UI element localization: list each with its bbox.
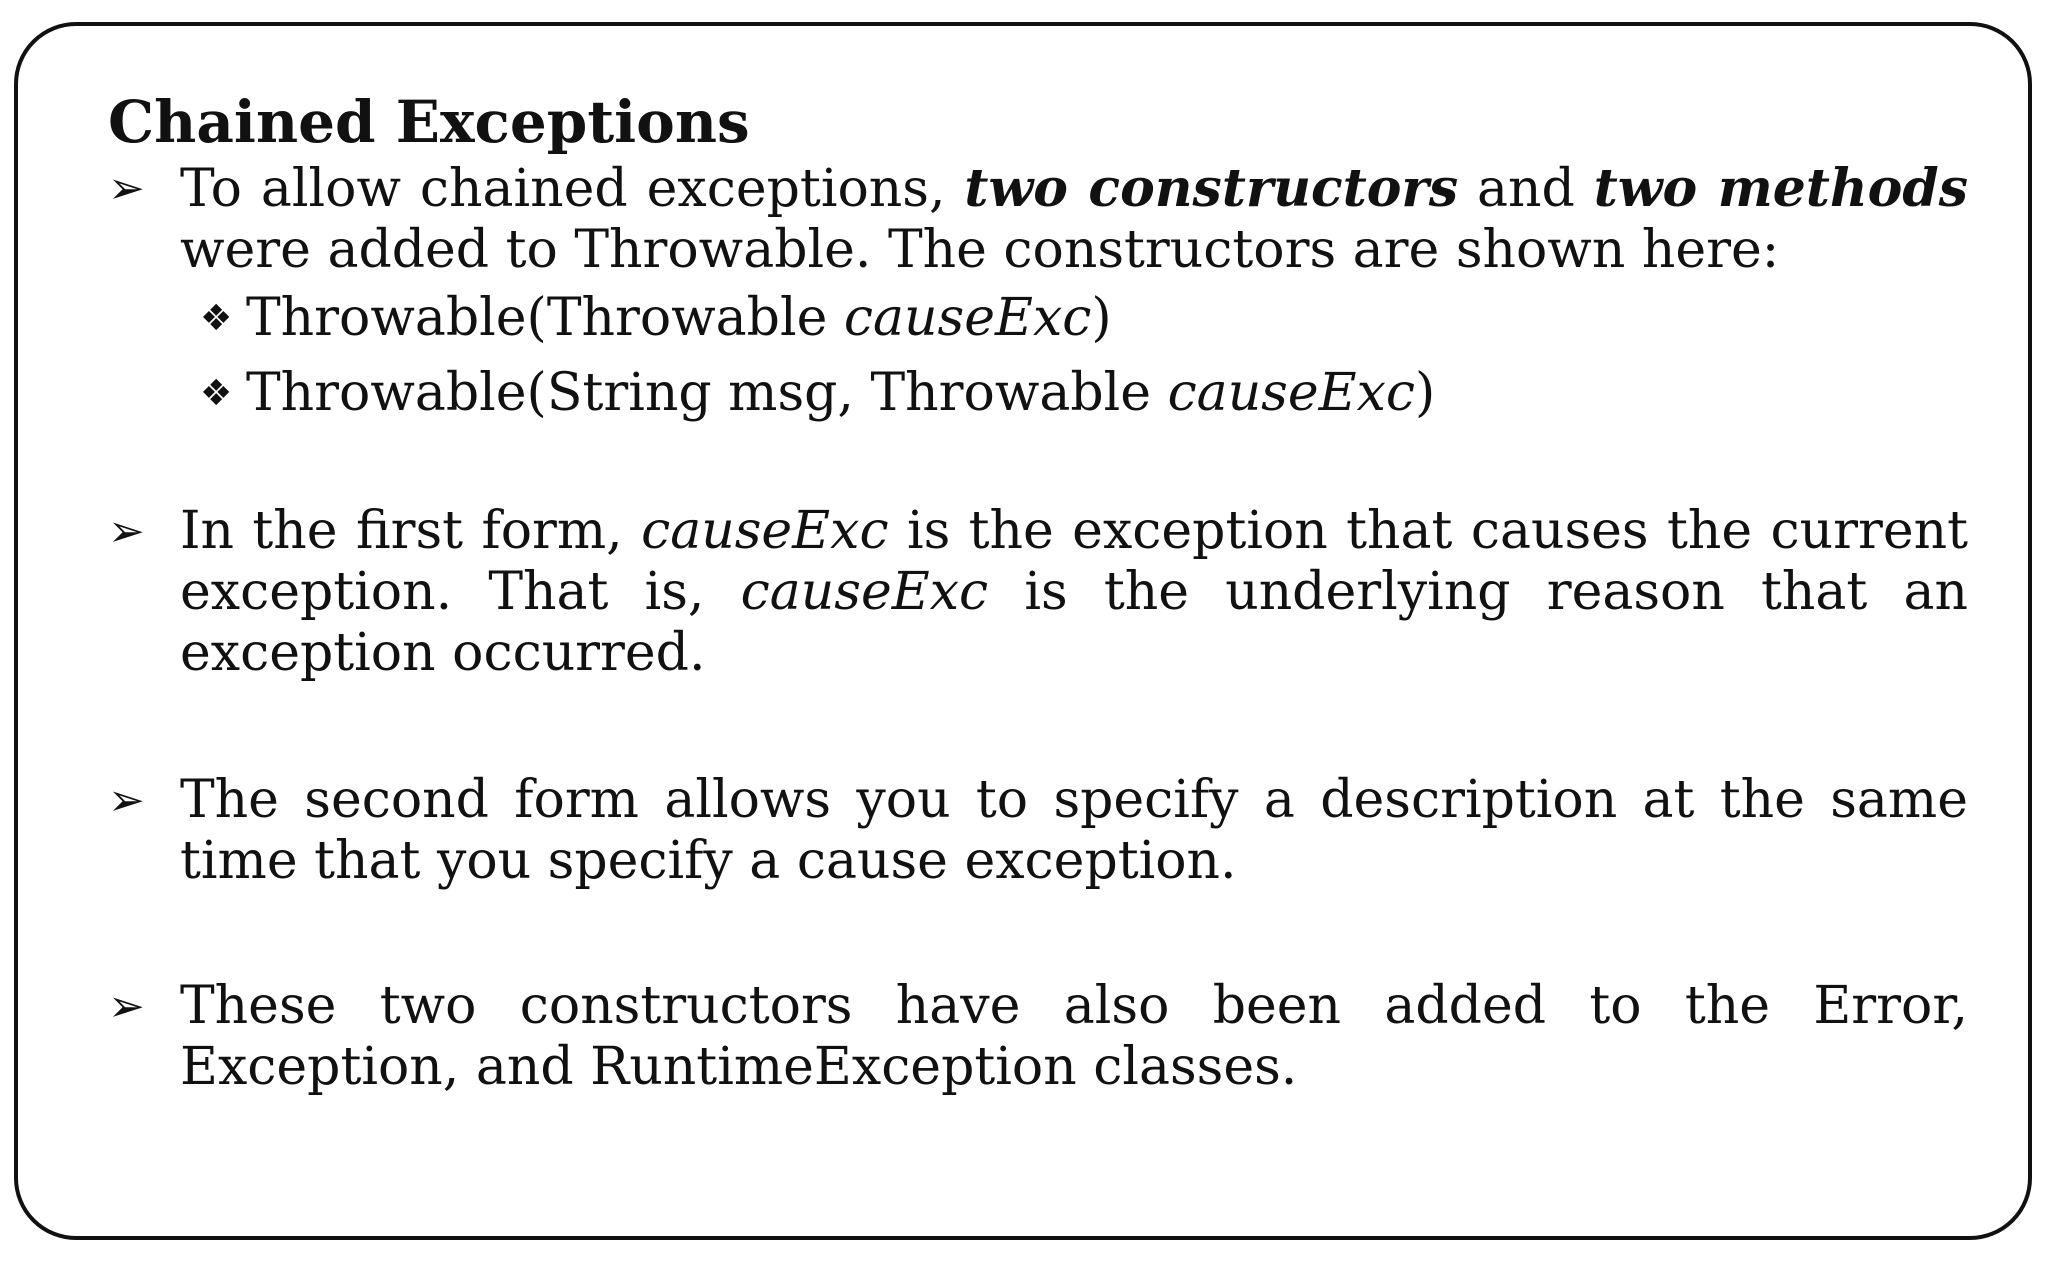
- bullet2-param-2: causeExc: [740, 562, 989, 622]
- slide-content: [108, 86, 1968, 1098]
- arrowhead-bullet-icon: ➢: [108, 775, 145, 826]
- arrowhead-bullet-icon: ➢: [108, 163, 145, 214]
- arrowhead-bullet-icon: ➢: [108, 506, 145, 557]
- bullet-first-form: [108, 501, 1968, 684]
- constructor-2-param: causeExc: [1167, 363, 1416, 423]
- bullet4-text: These two constructors have also been added to the Error, Exception, and RuntimeException classes.: [180, 976, 1968, 1097]
- slide-title: Chained Exceptions: [108, 88, 750, 156]
- bullet2-text-3: is the underlying reason that an exception occurred.: [180, 562, 1968, 683]
- bullet2-text-1: In the first form,: [180, 501, 642, 561]
- constructor-2-suffix: ): [1415, 363, 1436, 423]
- bullet-second-form: [108, 770, 1968, 892]
- bullet-constructors-intro: [108, 158, 1968, 281]
- slide-frame: [14, 22, 2032, 1240]
- bullet2-text-2: is the exception that causes the current exception. That is,: [180, 501, 1968, 622]
- bullet1-text-1: To allow chained exceptions,: [180, 159, 965, 219]
- four-diamond-bullet-icon: ❖: [200, 373, 233, 414]
- sub-bullet-constructor-2: [108, 356, 1968, 431]
- bullet1-emphasis-constructors: two constructors: [964, 158, 1459, 219]
- sub-bullet-constructor-1: [108, 281, 1968, 356]
- arrowhead-bullet-icon: ➢: [108, 981, 145, 1032]
- spacer: [108, 431, 1968, 501]
- constructor-1-param: causeExc: [843, 288, 1092, 348]
- four-diamond-bullet-icon: ❖: [200, 298, 233, 339]
- constructor-1-suffix: ): [1091, 288, 1112, 348]
- constructor-2-prefix: Throwable(String msg, Throwable: [246, 363, 1168, 423]
- bullet3-text: The second form allows you to specify a description at the same time that you specify a cause exception.: [180, 770, 1968, 891]
- spacer: [108, 892, 1968, 976]
- spacer: [108, 684, 1968, 770]
- bullet2-param-1: causeExc: [641, 501, 889, 561]
- bullet1-emphasis-methods: two methods: [1593, 158, 1968, 219]
- bullet-other-classes: [108, 976, 1968, 1098]
- bullet1-text-3: were added to Throwable. The constructors are shown here:: [180, 220, 1780, 280]
- constructor-1-prefix: Throwable(Throwable: [246, 288, 844, 348]
- bullet1-text-2: and: [1458, 159, 1594, 219]
